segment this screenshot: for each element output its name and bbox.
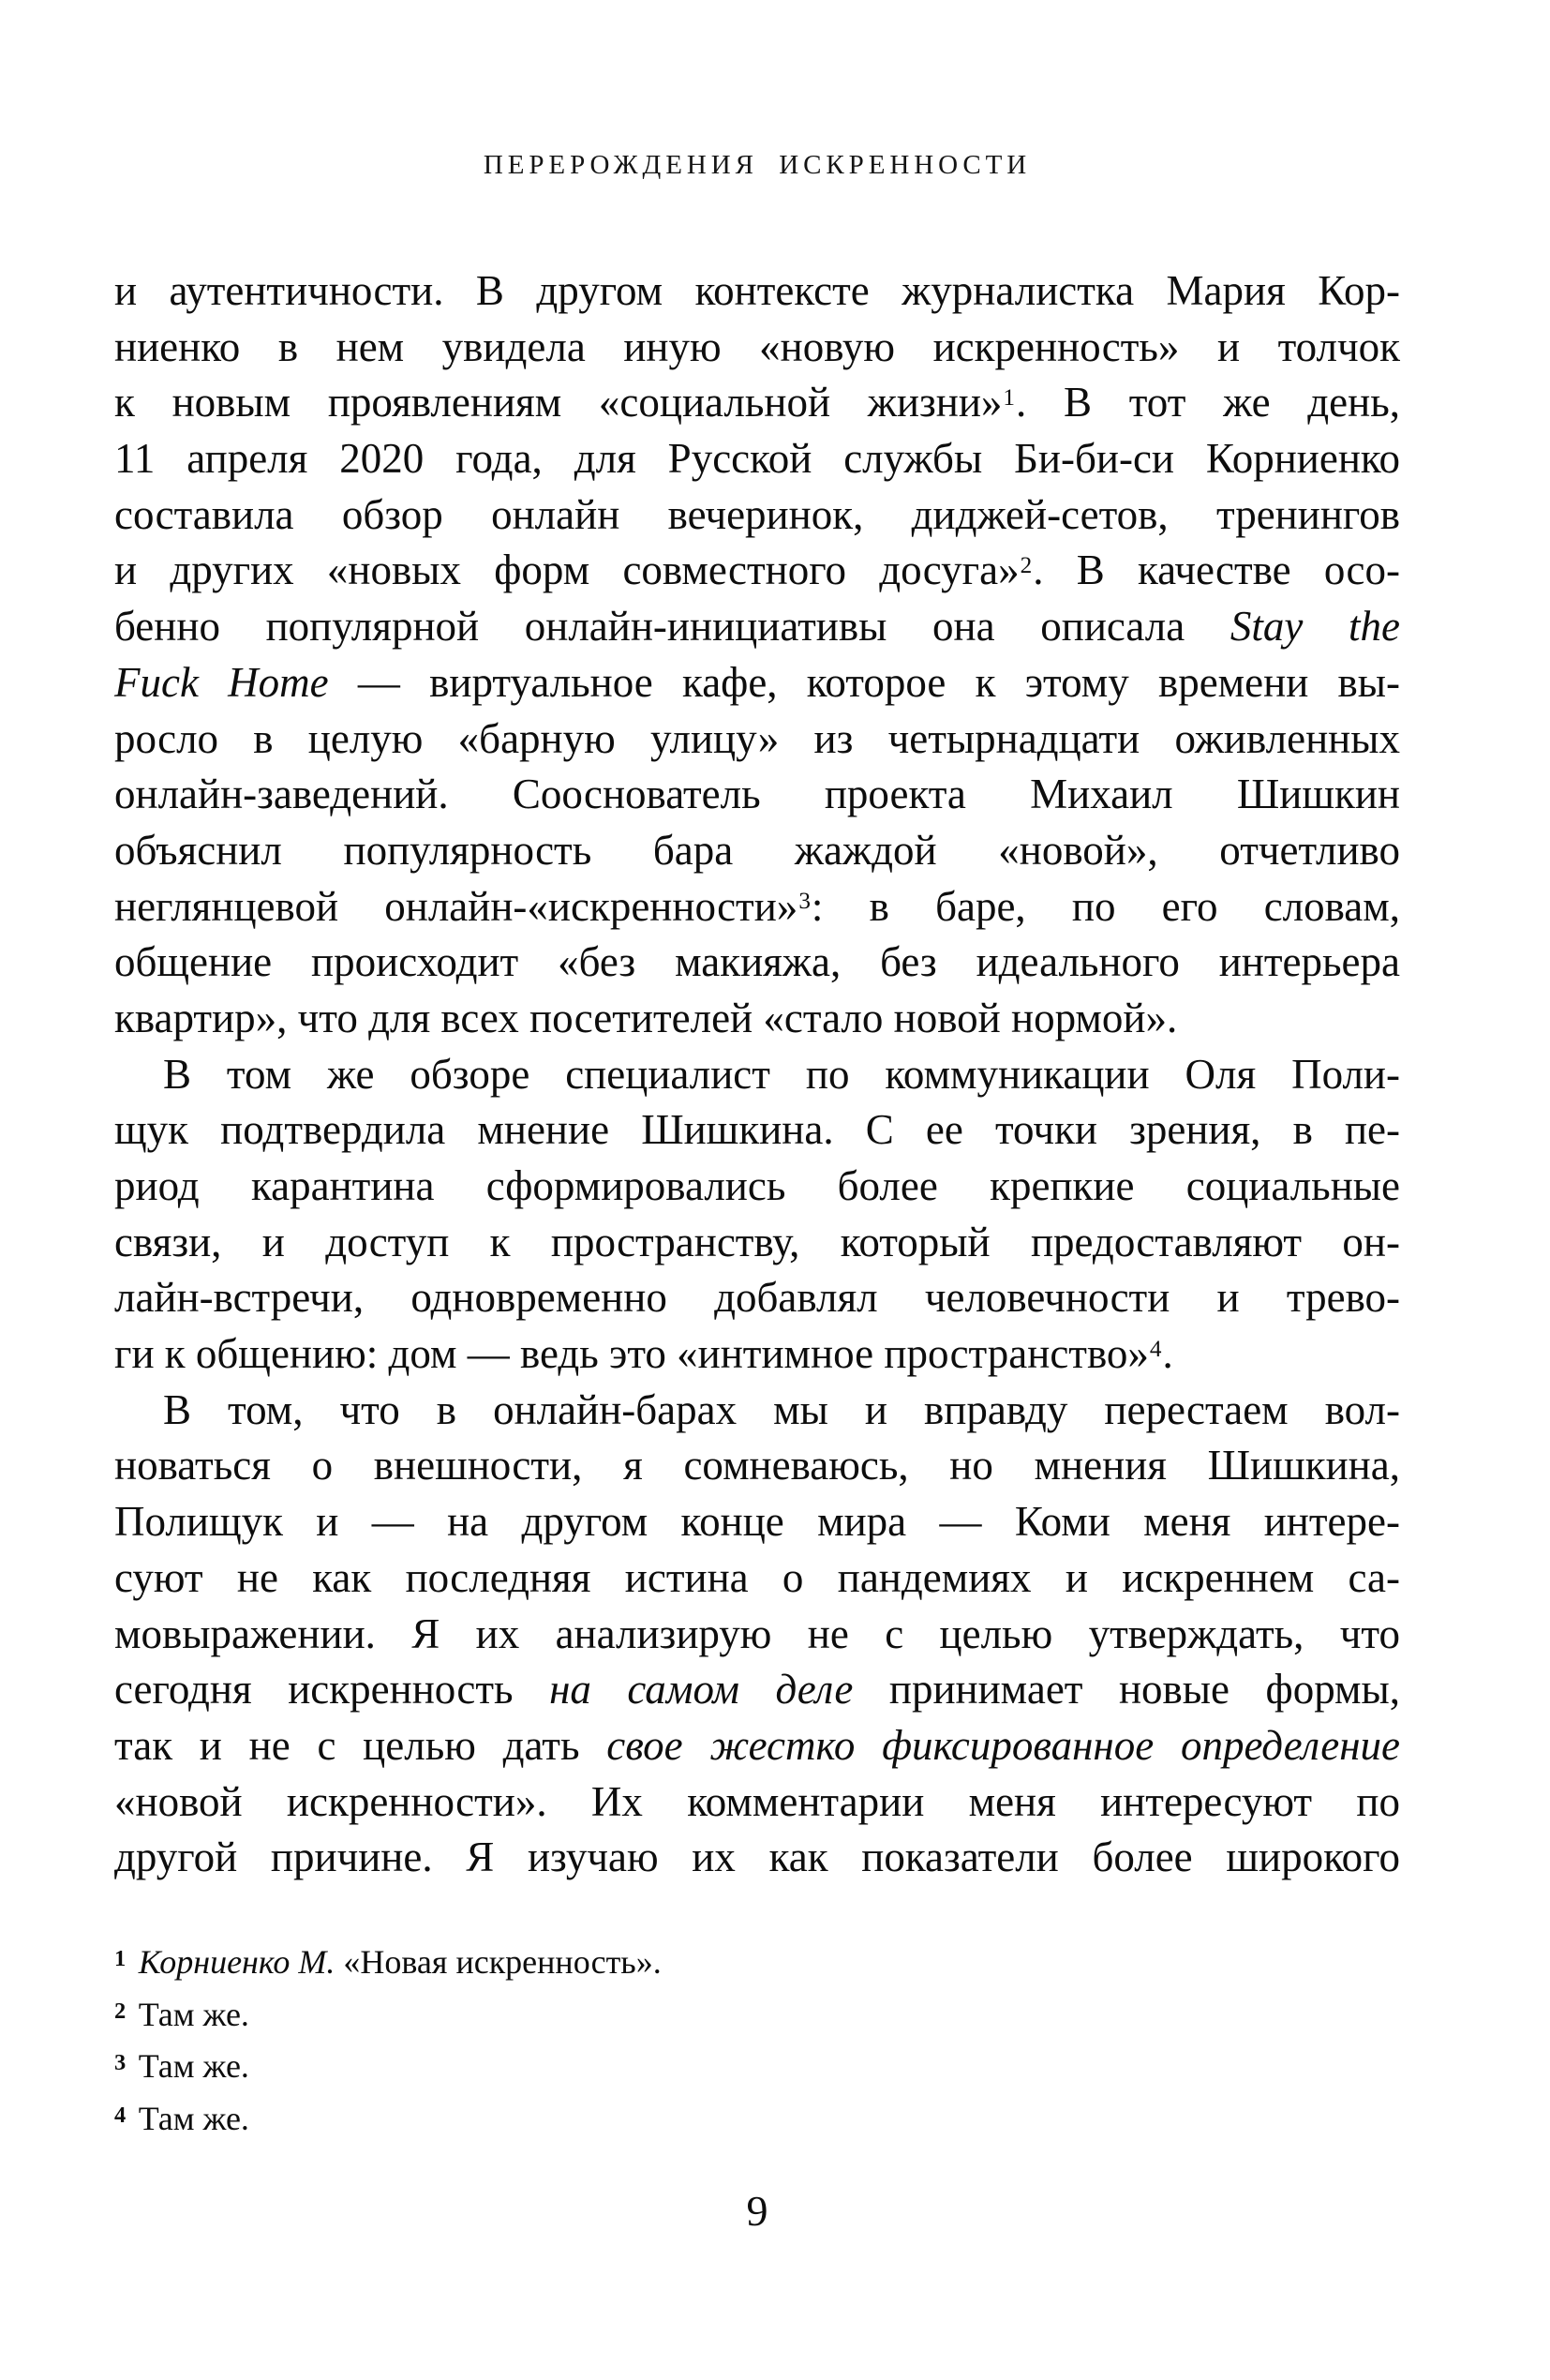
text-segment: мовыражении. Я их анализирую не с целью утверждать, что (114, 1609, 1400, 1657)
text-segment: и аутентичности. В другом контексте журналистка Мария Кор- (114, 267, 1400, 314)
text-segment: так и не с целью дать (114, 1721, 607, 1769)
footnote-reference: 4 (1149, 1336, 1162, 1362)
body-line (114, 655, 1400, 711)
body-line (114, 1550, 1400, 1607)
text-segment: росло в целую «барную улицу» из четырнадцати оживленных (114, 714, 1400, 762)
text-segment: объяснил популярность бара жаждой «новой», отчетливо (114, 826, 1400, 874)
text-segment: сегодня искренность (114, 1666, 550, 1714)
text-segment: ги к общению: дом — ведь это «интимное пространство» (114, 1330, 1149, 1378)
text-segment: и других «новых форм совместного досуга» (114, 546, 1020, 594)
footnote-marker: 1 (114, 1946, 127, 1972)
text-segment: В том, что в онлайн-барах мы и вправду перестаем вол- (163, 1385, 1400, 1433)
body-line (114, 431, 1400, 487)
text-segment: бенно популярной онлайн-инициативы она описала (114, 603, 1230, 651)
text-segment: ниенко в нем увидела иную «новую искренность» и толчок (114, 322, 1400, 370)
text-segment: : в баре, по его словам, (811, 882, 1400, 930)
text-segment: . (1162, 1330, 1173, 1378)
footnote (114, 1989, 1400, 2042)
body-line (114, 320, 1400, 376)
text-segment: свое жестко фиксированное определение (606, 1721, 1400, 1769)
text-segment: общение происходит «без макияжа, без идеального интерьера (114, 938, 1400, 986)
text-segment: суют не как последняя истина о пандемиях и искреннем са- (114, 1553, 1400, 1601)
text-segment: неглянцевой онлайн-«искренности» (114, 882, 798, 930)
body-line (114, 1830, 1400, 1886)
body-line (114, 1102, 1400, 1159)
text-segment: «новой искренности». Их комментарии меня интересуют по (114, 1777, 1400, 1825)
text-segment: . В тот же день, (1016, 379, 1400, 427)
text-segment: щук подтвердила мнение Шишкина. С ее точки зрения, в пе- (114, 1106, 1400, 1154)
text-segment: В том же обзоре специалист по коммуникации Оля Поли- (163, 1050, 1400, 1098)
text-segment: риод карантина сформировались более крепкие социальные (114, 1162, 1400, 1209)
text-segment: — виртуальное кафе, которое к этому времени вы- (328, 658, 1400, 706)
footnote-reference: 2 (1020, 553, 1033, 579)
body-line (114, 879, 1400, 936)
footnote-reference: 3 (798, 889, 811, 915)
body-line (114, 711, 1400, 768)
body-line (114, 1774, 1400, 1831)
text-segment: Stay the (1230, 603, 1401, 651)
body-line (114, 935, 1400, 991)
page-number: 9 (746, 2187, 768, 2235)
body-line (114, 1607, 1400, 1663)
body-line (114, 1326, 1400, 1383)
text-segment: онлайн-заведений. Сооснователь проекта Михаил Шишкин (114, 771, 1400, 818)
running-header: ПЕРЕРОЖДЕНИЯ ИСКРЕННОСТИ (483, 150, 1032, 180)
text-segment: Там же. (138, 2099, 249, 2137)
footnote-marker: 3 (114, 2050, 127, 2076)
text-segment: 11 апреля 2020 года, для Русской службы Би-би-си Корниенко (114, 435, 1400, 483)
footnote (114, 1937, 1400, 1989)
body-text (114, 263, 1400, 1886)
footnote (114, 2041, 1400, 2093)
footnote (114, 2093, 1400, 2146)
body-line (114, 991, 1400, 1047)
text-segment: к новым проявлениям «социальной жизни» (114, 379, 1003, 427)
body-line (114, 767, 1400, 823)
footnote-reference: 1 (1003, 385, 1015, 412)
body-line (114, 375, 1400, 431)
text-segment: Fuck Home (114, 658, 329, 706)
body-line (114, 543, 1400, 599)
text-segment: Полищук и — на другом конце мира — Коми меня интере- (114, 1498, 1400, 1546)
text-segment: «Новая искренность». (335, 1943, 662, 1981)
text-segment: принимает новые формы, (853, 1666, 1400, 1714)
body-line (114, 487, 1400, 544)
body-line (114, 1438, 1400, 1494)
text-segment: новаться о внешности, я сомневаюсь, но мнения Шишкина, (114, 1442, 1400, 1489)
text-segment: Корниенко М. (138, 1943, 335, 1981)
body-line (114, 1270, 1400, 1326)
footnote-marker: 4 (114, 2102, 127, 2128)
text-segment: Там же. (138, 1995, 249, 2033)
body-line (114, 1662, 1400, 1718)
text-segment: . В качестве осо- (1033, 546, 1400, 594)
footnote-marker: 2 (114, 1998, 127, 2024)
body-line (114, 1047, 1400, 1103)
body-line (114, 1494, 1400, 1550)
text-segment: лайн-встречи, одновременно добавлял человечности и трево- (114, 1274, 1400, 1322)
body-line (114, 263, 1400, 320)
body-line (114, 1215, 1400, 1271)
body-line (114, 823, 1400, 879)
text-segment: на самом деле (549, 1666, 854, 1714)
body-line (114, 599, 1400, 655)
body-line (114, 1718, 1400, 1774)
footnotes (114, 1937, 1400, 2145)
body-line (114, 1383, 1400, 1439)
text-segment: Там же. (138, 2047, 249, 2085)
text-segment: связи, и доступ к пространству, который предоставляют он- (114, 1218, 1400, 1265)
text-segment: квартир», что для всех посетителей «стало новой нормой». (114, 994, 1178, 1041)
text-segment: другой причине. Я изучаю их как показатели более широкого (114, 1834, 1400, 1881)
body-line (114, 1159, 1400, 1215)
text-segment: составила обзор онлайн вечеринок, диджей-сетов, тренингов (114, 490, 1400, 538)
